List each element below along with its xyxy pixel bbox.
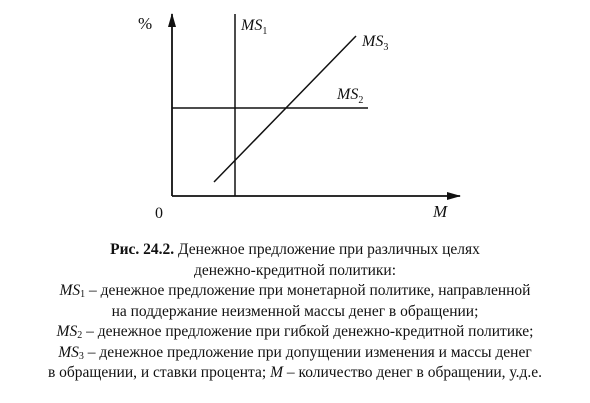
ms1-symbol: MS: [59, 282, 81, 299]
ms3-label: [361, 33, 388, 53]
ms2-subscript: 2: [77, 330, 83, 341]
x-axis-label: M: [433, 202, 448, 221]
ms3-label-symbol: MS: [362, 33, 384, 50]
ms2-label-symbol: MS: [337, 86, 359, 103]
ms3-label-index: 3: [383, 42, 389, 53]
ms2-description: – денежное предложение при гибкой денежно-кредитной политике;: [86, 323, 534, 340]
caption-title-2: денежно-кредитной политики:: [193, 261, 397, 279]
origin-label: 0: [155, 205, 163, 222]
ms1-label: [240, 17, 267, 37]
caption-ms3-line-2: [0, 363, 590, 384]
caption-ms3-line-1: [0, 343, 590, 364]
ms1-description-2: на поддержание неизменной массы денег в обращении;: [111, 302, 479, 320]
caption-ms2-line: [0, 322, 590, 343]
caption-title-line-1: [0, 240, 590, 261]
ms1-label-symbol: MS: [241, 17, 263, 34]
ms3-symbol: MS: [58, 343, 79, 361]
figure-number: Рис. 24.2.: [110, 241, 175, 258]
y-axis-label: %: [138, 14, 153, 33]
caption-title-line-2: [0, 261, 590, 282]
ms1-description-1: – денежное предложение при монетарной политике, направленной: [89, 282, 531, 299]
ms1-label-index: 1: [262, 26, 268, 37]
ms3-description-2a: в обращении, и ставки процента;: [47, 364, 267, 381]
caption-ms1-line-2: [0, 302, 590, 323]
figure-caption: [0, 240, 590, 384]
ms3-subscript: 3: [78, 350, 84, 362]
ms2-label: [336, 86, 363, 106]
caption-ms1-line-1: [0, 281, 590, 302]
m-description: – количество денег в обращении, у.д.е.: [286, 364, 543, 381]
caption-title-1: Денежное предложение при различных целях: [178, 241, 480, 258]
ms3-description-1: – денежное предложение при допущении изменения и массы денег: [87, 343, 532, 361]
m-symbol: M: [270, 364, 283, 381]
ms2-label-index: 2: [358, 95, 364, 106]
ms2-symbol: MS: [56, 323, 78, 340]
ms1-subscript: 1: [80, 289, 86, 300]
